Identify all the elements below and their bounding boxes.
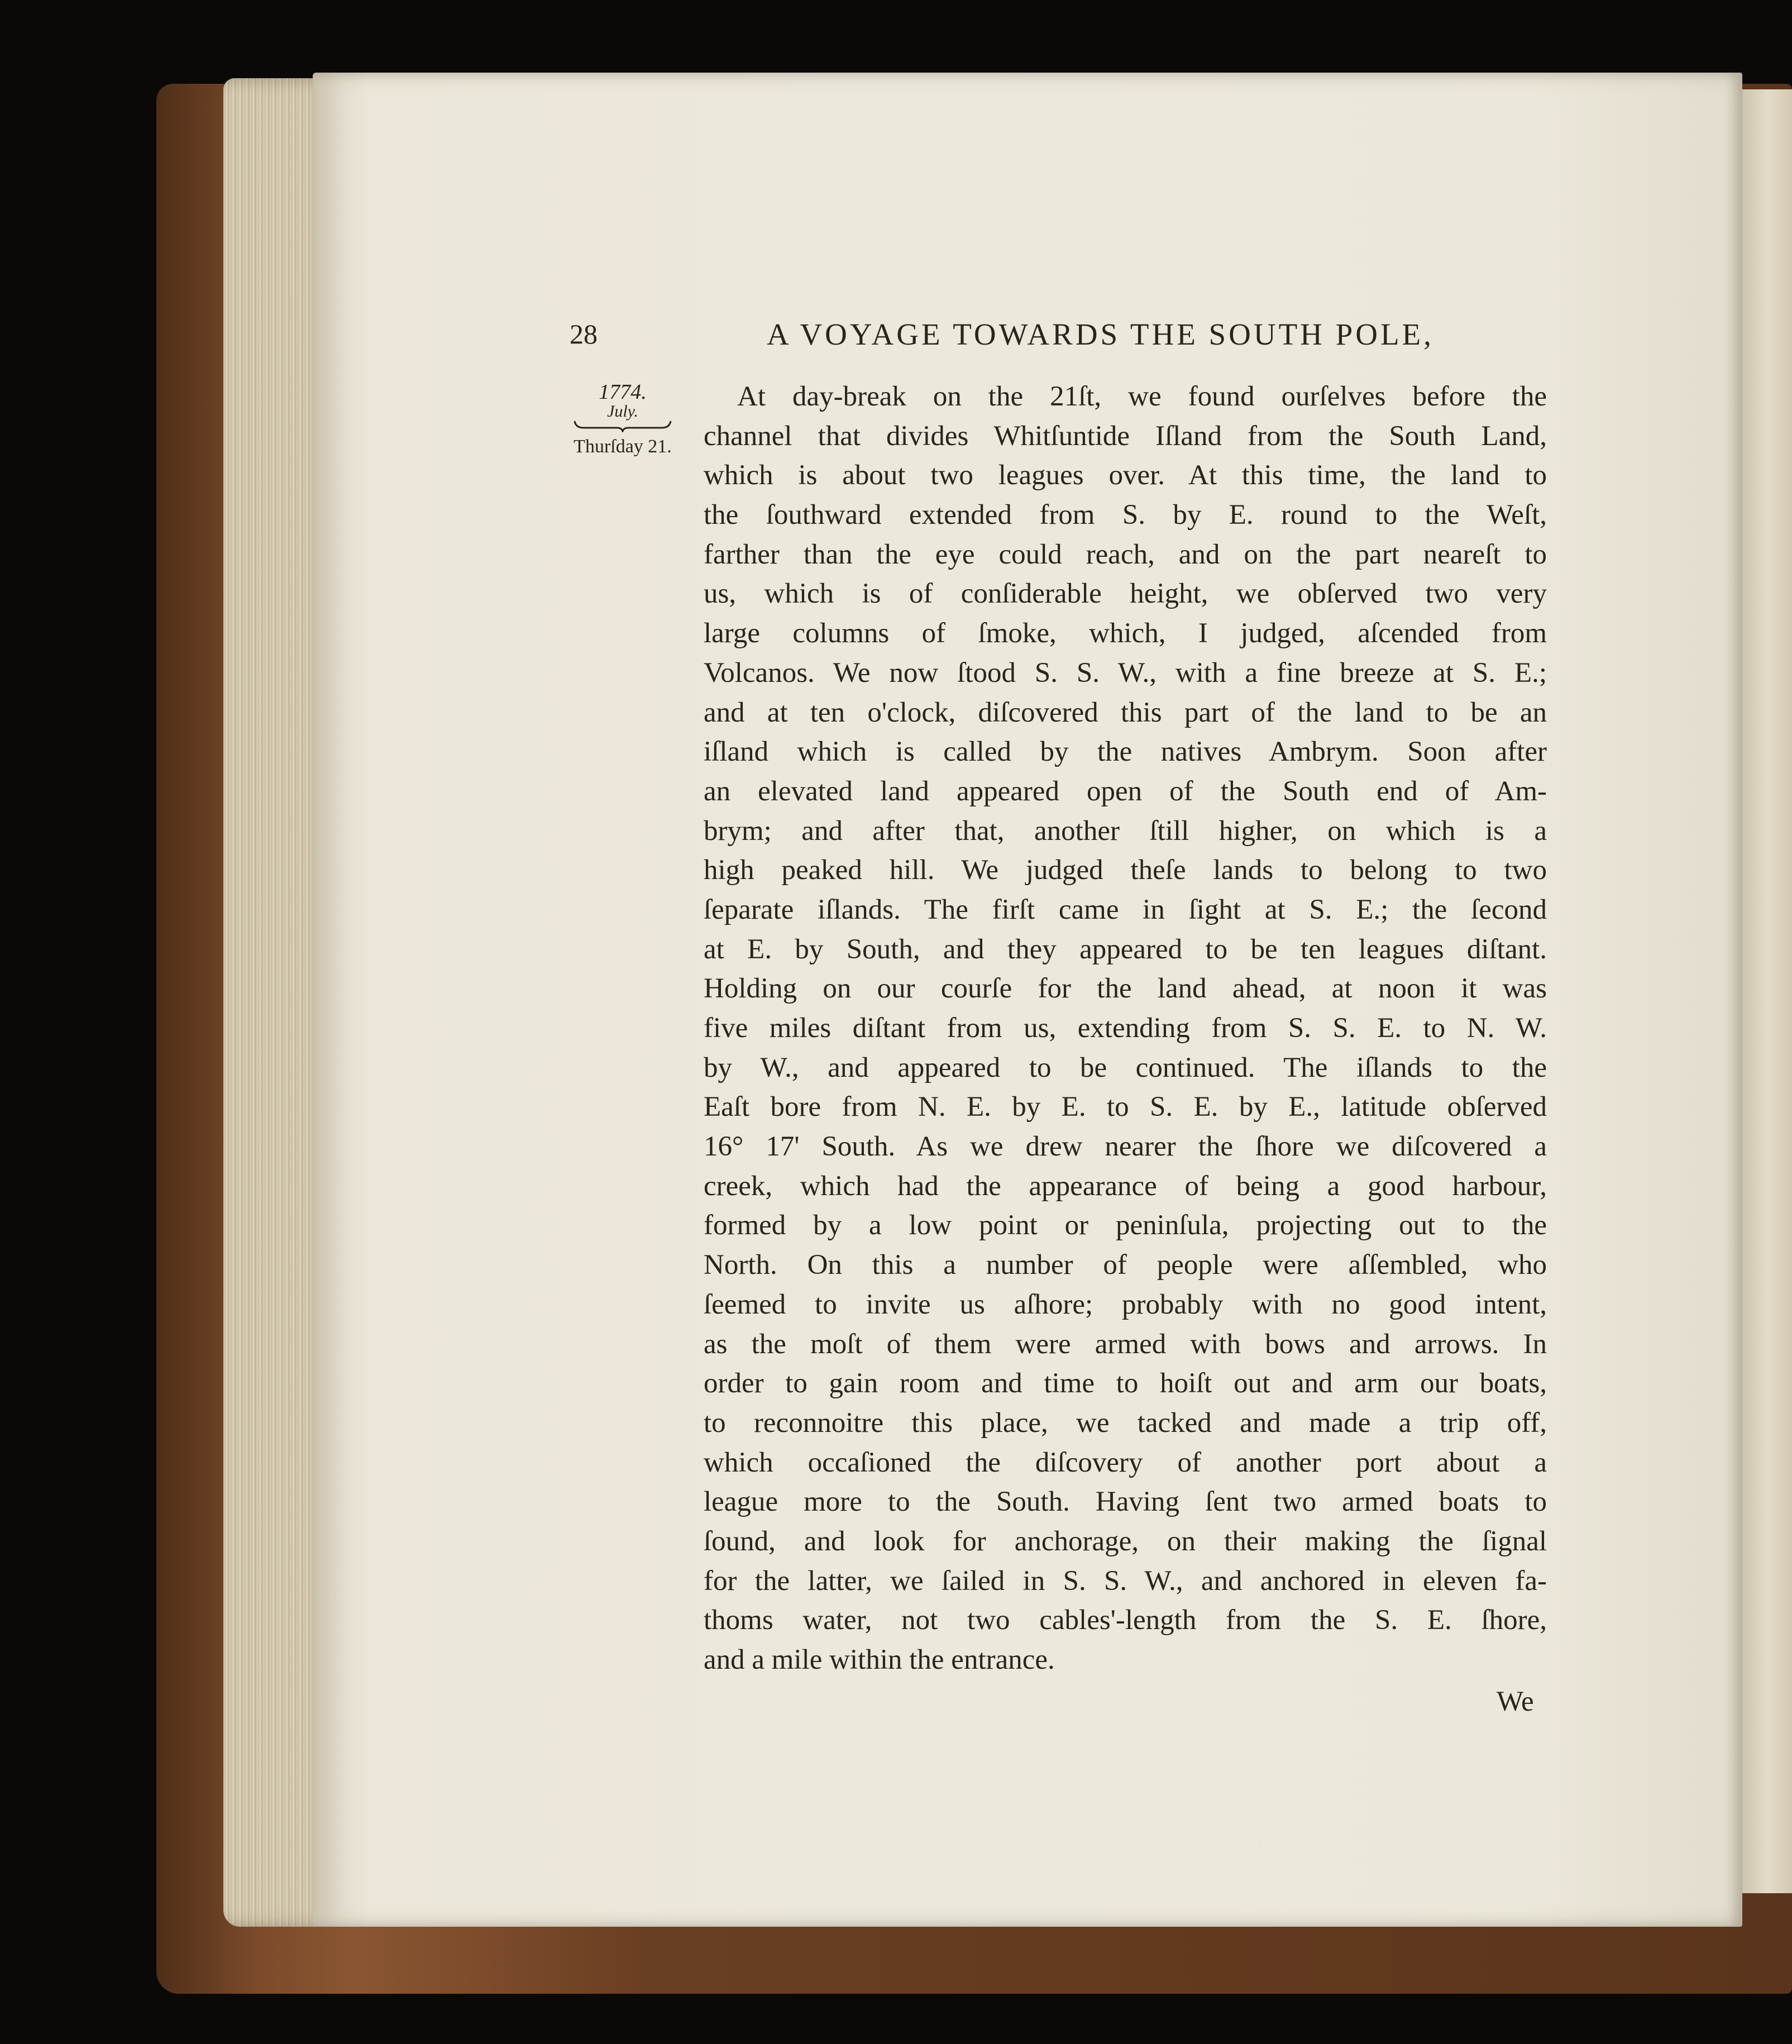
- text-line: ſeemed to invite us aſhore; probably with no good intent,: [704, 1288, 1547, 1320]
- text-line: as the moſt of them were armed with bows and arrows. In: [704, 1328, 1547, 1360]
- text-line: and a mile within the entrance.: [704, 1644, 1055, 1675]
- text-line: league more to the South. Having ſent two armed boats to: [704, 1486, 1547, 1518]
- body-text: [704, 377, 1547, 1680]
- text-line: ſound, and look for anchorage, on their making the ſignal: [704, 1525, 1547, 1557]
- running-head: A VOYAGE TOWARDS THE SOUTH POLE,: [767, 317, 1434, 351]
- text-line: At day-break on the 21ſt, we found ourſelves before the: [737, 381, 1547, 412]
- text-line: for the latter, we ſailed in S. S. W., and anchored in eleven fa-: [704, 1565, 1547, 1597]
- text-line: order to gain room and time to hoiſt out and arm our boats,: [704, 1368, 1547, 1400]
- text-line: high peaked hill. We judged theſe lands to belong to two: [704, 854, 1547, 886]
- text-line: large columns of ſmoke, which, I judged, aſcended from: [704, 618, 1547, 650]
- text-line: Eaſt bore from N. E. by E. to S. E. by E., latitude obſerved: [704, 1091, 1547, 1123]
- text-line: Volcanos. We now ſtood S. S. W., with a fine breeze at S. E.;: [704, 657, 1547, 689]
- text-line: and at ten o'clock, diſcovered this part of the land to be an: [704, 696, 1547, 728]
- text-line: the ſouthward extended from S. by E. round to the Weſt,: [704, 499, 1547, 531]
- catchword: We: [1497, 1686, 1534, 1717]
- text-line: five miles diſtant from us, extending from S. S. E. to N. W.: [704, 1013, 1547, 1044]
- margin-brace: [572, 420, 673, 432]
- margin-note: [564, 381, 681, 458]
- page-number: 28: [570, 318, 598, 350]
- text-line: formed by a low point or peninſula, projecting out to the: [704, 1210, 1547, 1241]
- text-line: which occaſioned the diſcovery of another port about a: [704, 1446, 1547, 1478]
- margin-year: 1774.: [599, 380, 647, 404]
- text-line: North. On this a number of people were aſſembled, who: [704, 1249, 1547, 1281]
- text-line: iſland which is called by the natives Ambrym. Soon after: [704, 736, 1547, 768]
- text-line: to reconnoitre this place, we tacked and made a trip off,: [704, 1407, 1547, 1439]
- text-line: creek, which had the appearance of being a good harbour,: [704, 1170, 1547, 1202]
- text-line: 16° 17' South. As we drew nearer the ſhore we diſcovered a: [704, 1131, 1547, 1163]
- text-line: brym; and after that, another ſtill higher, on which is a: [704, 815, 1547, 847]
- margin-month: July.: [607, 402, 638, 421]
- text-line: thoms water, not two cables'-length from the S. E. ſhore,: [704, 1604, 1547, 1636]
- text-line: us, which is of conſiderable height, we obſerved two very: [704, 578, 1547, 610]
- text-line: an elevated land appeared open of the South end of Am-: [704, 775, 1547, 807]
- text-line: farther than the eye could reach, and on the part neareſt to: [704, 538, 1547, 570]
- text-line: channel that divides Whitſuntide Iſland from the South Land,: [704, 420, 1547, 452]
- text-line: which is about two leagues over. At this time, the land to: [704, 460, 1547, 491]
- text-line: Holding on our courſe for the land ahead, at noon it was: [704, 973, 1547, 1005]
- text-line: at E. by South, and they appeared to be ten leagues diſtant.: [704, 933, 1547, 965]
- margin-day: Thurſday 21.: [574, 436, 672, 457]
- text-line: ſeparate iſlands. The firſt came in ſight at S. E.; the ſecond: [704, 894, 1547, 925]
- text-line: by W., and appeared to be continued. The iſlands to the: [704, 1052, 1547, 1083]
